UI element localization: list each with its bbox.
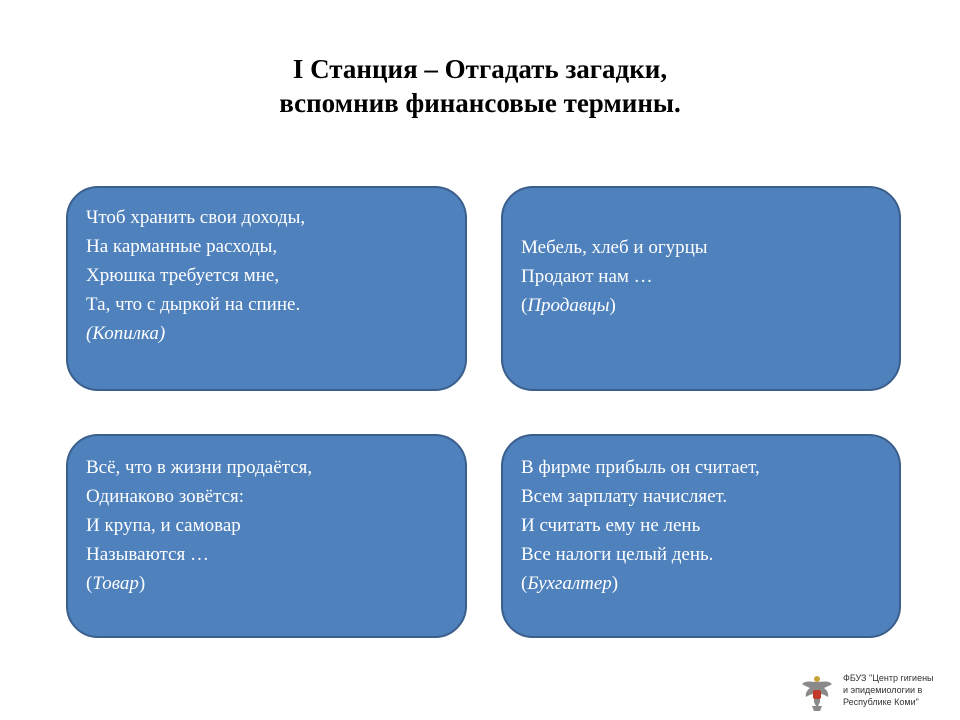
- organization-name-line: и эпидемиологии в: [843, 685, 923, 695]
- riddle-line: Продают нам …: [521, 266, 653, 287]
- riddle-line: И крупа, и самовар: [86, 515, 241, 536]
- answer-paren-close: ): [611, 573, 619, 594]
- slide-title-line-1: I Станция – Отгадать загадки,: [292, 54, 668, 84]
- riddle-card-sellers: [501, 186, 901, 391]
- answer-paren-open: (: [86, 573, 93, 594]
- riddle-line: Одинаково зовётся:: [86, 486, 245, 507]
- riddle-card-goods: [66, 434, 467, 638]
- answer-paren-close: ): [138, 573, 146, 594]
- riddle-line: Хрюшка требуется мне,: [86, 265, 280, 286]
- answer-word: Продавцы: [527, 295, 610, 316]
- riddle-answer: [521, 291, 881, 320]
- riddle-line: И считать ему не лень: [521, 515, 701, 536]
- riddle-line: Чтоб хранить свои доходы,: [86, 207, 306, 228]
- riddle-answer: (Копилка): [86, 323, 166, 344]
- riddle-line: Всем зарплату начисляет.: [521, 486, 728, 507]
- riddle-answer: [86, 569, 447, 598]
- riddle-answer: [521, 569, 881, 598]
- slide-title: [0, 52, 960, 120]
- answer-word: Бухгалтер: [527, 573, 612, 594]
- riddle-line: Мебель, хлеб и огурцы: [521, 237, 708, 258]
- slide-title-line-2: вспомнив финансовые термины.: [279, 88, 681, 118]
- organization-logo: [800, 670, 950, 714]
- riddle-card-piggy-bank: [66, 186, 467, 391]
- riddle-line: Все налоги целый день.: [521, 544, 714, 565]
- answer-word: Товар: [92, 573, 139, 594]
- riddle-line: Та, что с дыркой на спине.: [86, 294, 301, 315]
- answer-paren-open: (: [521, 573, 528, 594]
- riddle-card-accountant: [501, 434, 901, 638]
- riddle-line: Всё, что в жизни продаётся,: [86, 457, 313, 478]
- answer-paren-close: ): [609, 295, 616, 316]
- riddle-line: В фирме прибыль он считает,: [521, 457, 760, 478]
- coat-of-arms-icon: [800, 672, 834, 712]
- answer-paren-open: (: [521, 295, 528, 316]
- riddle-line: На карманные расходы,: [86, 236, 278, 257]
- riddle-line: Называются …: [86, 544, 209, 565]
- organization-name-line: Республике Коми": [843, 697, 919, 707]
- organization-name: [843, 672, 953, 708]
- organization-name-line: ФБУЗ "Центр гигиены: [843, 673, 934, 683]
